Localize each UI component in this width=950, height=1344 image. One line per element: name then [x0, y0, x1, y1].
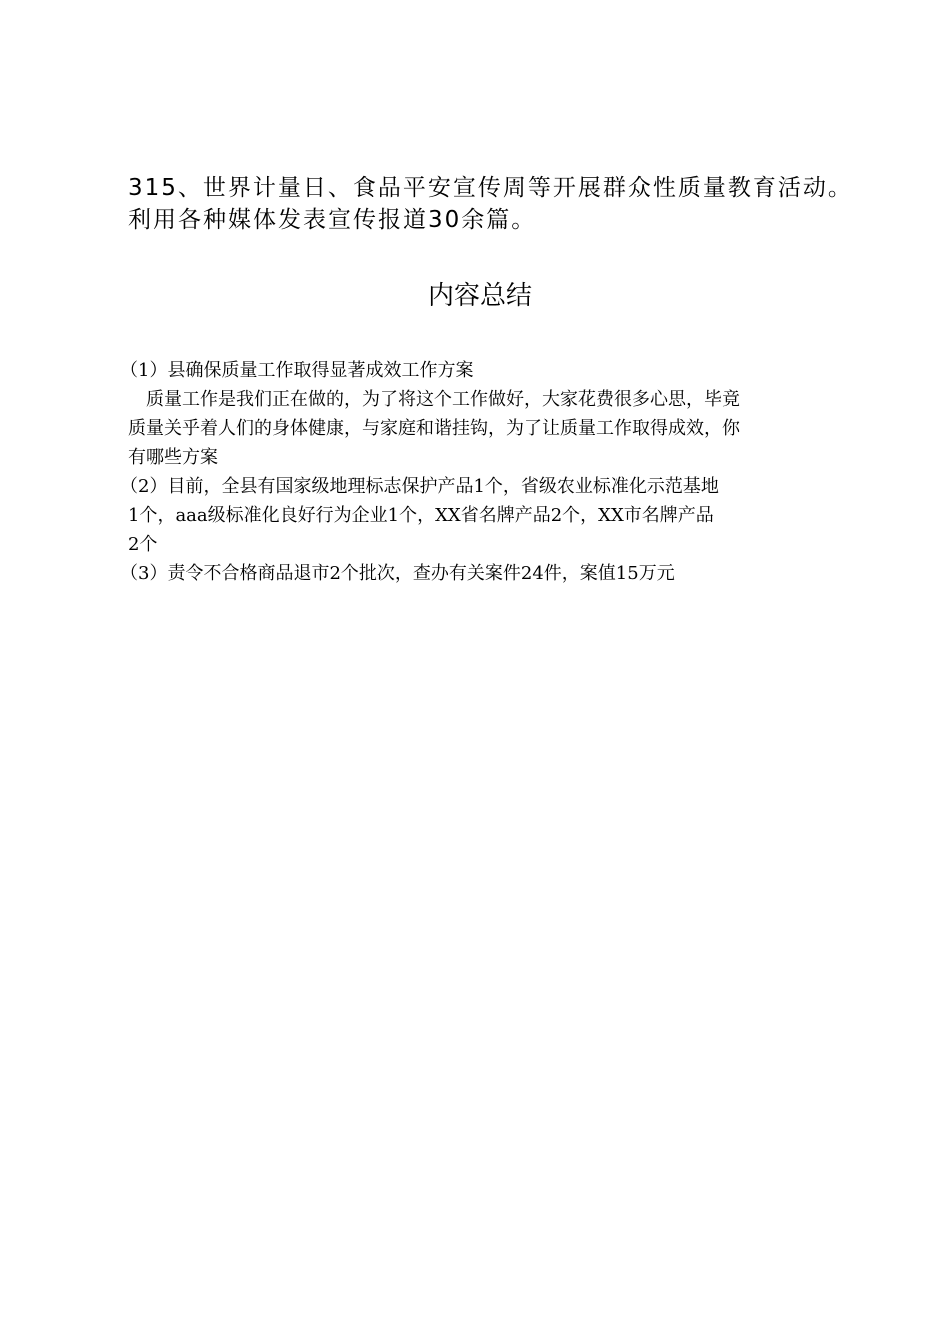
summary-section — [120, 356, 848, 588]
intro-paragraph — [128, 172, 888, 236]
summary-item-1-body-line-1: 质量工作是我们正在做的，为了将这个工作做好，大家花费很多心思，毕竟 — [146, 389, 740, 410]
summary-item-2-line-2: 1个，aaa级标准化良好行为企业1个，XX省名牌产品2个，XX市名牌产品 — [128, 505, 714, 526]
intro-line-2: 利用各种媒体发表宣传报道30余篇。 — [128, 207, 537, 233]
summary-title: 内容总结 — [427, 281, 532, 311]
summary-item-1-body-line-3: 有哪些方案 — [128, 447, 218, 468]
summary-item-2-line-1: （2）目前，全县有国家级地理标志保护产品1个，省级农业标准化示范基地 — [120, 476, 719, 497]
intro-line-1: 315、世界计量日、食品平安宣传周等开展群众性质量教育活动。 — [128, 175, 853, 201]
summary-item-2-line-3: 2个 — [128, 534, 158, 555]
summary-item-3-line-1: （3）责令不合格商品退市2个批次，查办有关案件24件，案值15万元 — [120, 563, 675, 584]
summary-item-1-heading: （1）县确保质量工作取得显著成效工作方案 — [120, 360, 474, 381]
summary-item-1-body-line-2: 质量关乎着人们的身体健康，与家庭和谐挂钩，为了让质量工作取得成效，你 — [128, 418, 740, 439]
